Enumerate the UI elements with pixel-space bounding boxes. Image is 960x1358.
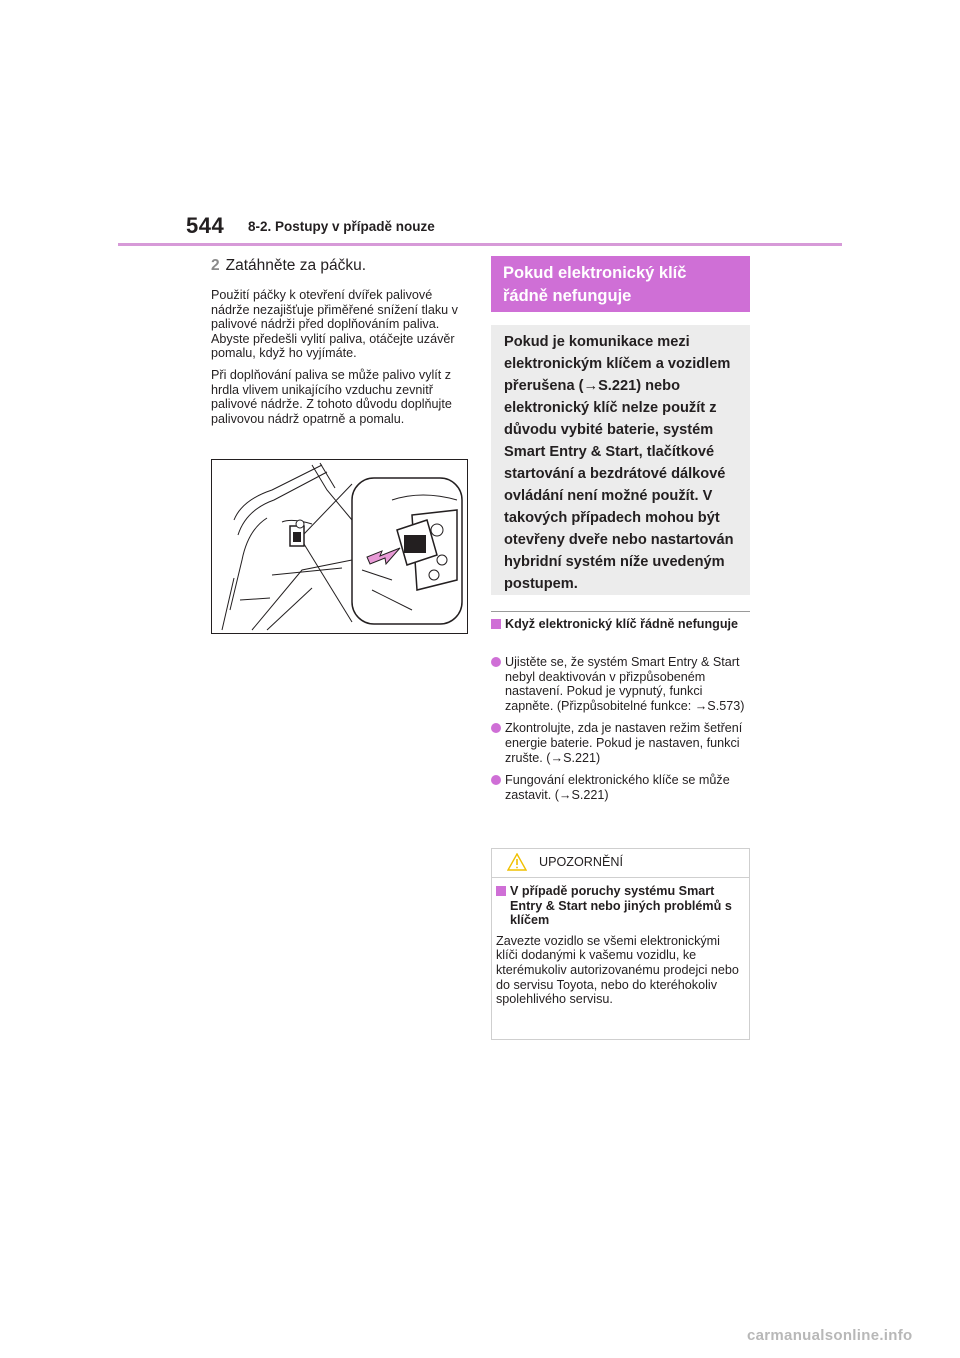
section-header-line1: Pokud elektronický klíč xyxy=(503,264,687,282)
section-title: 8-2. Postupy v případě nouze xyxy=(248,219,435,234)
divider xyxy=(491,611,750,612)
illustration-svg xyxy=(212,460,467,633)
header-rule xyxy=(118,243,842,246)
list-item-text: Fungování elektronického klíče se může zastavit. (→S.221) xyxy=(505,773,730,802)
circle-bullet-icon xyxy=(491,723,501,733)
caution-title: UPOZORNĚNÍ xyxy=(539,855,623,869)
subheading xyxy=(491,617,750,632)
section-header xyxy=(491,256,750,312)
list-item xyxy=(491,773,750,802)
paragraph-pressure: Použití páčky k otevření dvířek palivové nádrže nezajišťuje přiměřené snížení tlaku v palivové nádrži před doplňováním paliva. Abyste předešli vylití paliva, otáčejte uzávěr pomalu, když ho vyjímáte. xyxy=(211,288,458,361)
step-number: 2 xyxy=(211,257,220,274)
caution-header xyxy=(492,849,749,878)
circle-bullet-icon xyxy=(491,775,501,785)
square-marker-icon xyxy=(491,619,501,629)
step-text: Zatáhněte za páčku. xyxy=(225,257,367,274)
section-header-line2: řádně nefunguje xyxy=(503,287,632,305)
watermark: carmanualsonline.info xyxy=(747,1327,913,1344)
bullet-list xyxy=(491,655,750,810)
circle-bullet-icon xyxy=(491,657,501,667)
fuel-door-lever-illustration xyxy=(211,459,468,634)
list-item-text: Ujistěte se, že systém Smart Entry & Start nebyl deaktivován v přizpůsobeném nastavení. Pokud je vypnutý, funkci zapněte. (Přizpůsobitelné funkce: →S.573) xyxy=(505,655,745,713)
caution-subheading xyxy=(496,884,745,928)
left-column xyxy=(211,256,469,433)
warning-triangle-icon xyxy=(507,853,527,871)
info-box: Pokud je komunikace mezi elektronickým klíčem a vozidlem přerušena (→S.221) nebo elektronický klíč nelze použít z důvodu vybité baterie, systém Smart Entry & Start, tlačítkové startování a bezdrátové dálkové ovládání není možné použít. V takových případech mohou být otevřeny dveře nebo nastartován hybridní systém níže uvedeným postupem. xyxy=(491,325,750,595)
list-item xyxy=(491,721,750,765)
square-marker-icon xyxy=(496,886,506,896)
caution-body: Zavezte vozidlo se všemi elektronickými klíči dodanými k vašemu vozidlu, ke kterémukoliv autorizovanému prodejci nebo do servisu Toyota, nebo do kteréhokoliv spolehlivého servisu. xyxy=(496,933,739,1007)
step xyxy=(211,256,469,276)
caution-box xyxy=(491,848,750,1040)
caution-subheading-text: V případě poruchy systému Smart Entry & Start nebo jiných problémů s klíčem xyxy=(510,884,732,928)
subheading-text: Když elektronický klíč řádně nefunguje xyxy=(505,617,739,631)
page-number: 544 xyxy=(186,213,225,238)
list-item xyxy=(491,655,750,713)
list-item-text: Zkontrolujte, zda je nastaven režim šetření energie baterie. Pokud je nastaven, funkci zrušte. (→S.221) xyxy=(505,721,743,765)
paragraph-spill: Při doplňování paliva se může palivo vylít z hrdla vlivem unikajícího vzduchu zevnitř palivové nádrže. Z tohoto důvodu doplňujte palivovou nádrž opatrně a pomalu. xyxy=(211,367,452,426)
